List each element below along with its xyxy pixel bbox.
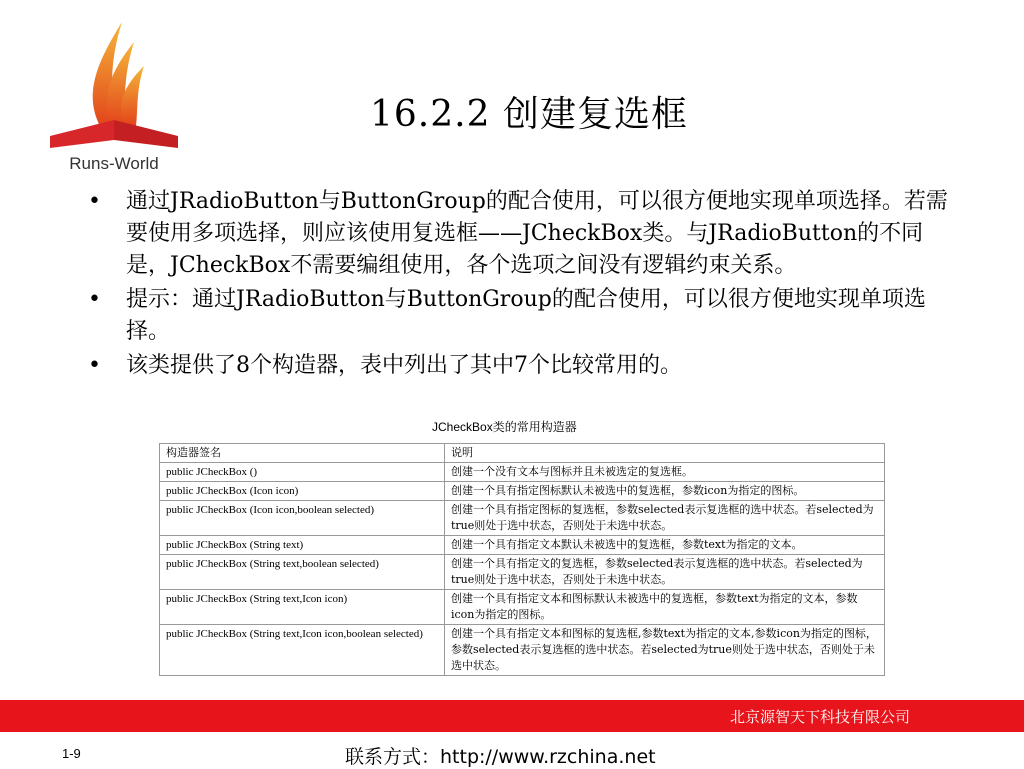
bullet-text: 提示：通过JRadioButton与ButtonGroup的配合使用，可以很方便地实现单项选择。 — [126, 287, 926, 344]
logo-text: Runs-World — [69, 154, 159, 173]
footer-bar — [0, 700, 1024, 732]
bullet-list — [88, 186, 948, 384]
bullet-text: 该类提供了8个构造器，表中列出了其中7个比较常用的。 — [126, 353, 682, 378]
contact-info: 联系方式：http://www.rzchina.net — [345, 746, 656, 768]
description-cell: 创建一个具有指定文本默认未被选中的复选框，参数text为指定的文本。 — [445, 536, 885, 555]
table-row — [160, 482, 885, 501]
table-row — [160, 463, 885, 482]
description-cell: 创建一个具有指定文的复选框，参数selected表示复选框的选中状态。若selected为true则处于选中状态，否则处于未选中状态。 — [445, 555, 885, 590]
signature-cell: public JCheckBox (String text,Icon icon) — [160, 590, 445, 625]
table-row — [160, 501, 885, 536]
description-cell: 创建一个具有指定图标的复选框，参数selected表示复选框的选中状态。若selected为true则处于选中状态，否则处于未选中状态。 — [445, 501, 885, 536]
table-row — [160, 625, 885, 676]
table-header-row — [160, 444, 885, 463]
bullet-text: 通过JRadioButton与ButtonGroup的配合使用，可以很方便地实现单项选择。若需要使用多项选择，则应该使用复选框——JCheckBox类。与JRadioButton的不同是，JCheckBox不需要编组使用，各个选项之间没有逻辑约束关系。 — [126, 189, 948, 278]
table-row — [160, 555, 885, 590]
table-caption: JCheckBox类的常用构造器 — [432, 420, 577, 434]
bullet-marker: • — [88, 353, 101, 378]
description-cell: 创建一个没有文本与图标并且未被选定的复选框。 — [445, 463, 885, 482]
bullet-item — [88, 186, 948, 282]
description-cell: 创建一个具有指定文本和图标默认未被选中的复选框，参数text为指定的文本，参数icon为指定的图标。 — [445, 590, 885, 625]
page-number: 1-9 — [62, 746, 81, 761]
description-cell: 创建一个具有指定文本和图标的复选框,参数text为指定的文本,参数icon为指定的图标，参数selected表示复选框的选中状态。若selected为true则处于选中状态，否则处于未选中状态。 — [445, 625, 885, 676]
table-header-cell: 说明 — [445, 444, 885, 463]
constructor-table — [159, 443, 885, 676]
bullet-marker: • — [88, 189, 101, 214]
signature-cell: public JCheckBox () — [160, 463, 445, 482]
signature-cell: public JCheckBox (String text,Icon icon,boolean selected) — [160, 625, 445, 676]
signature-cell: public JCheckBox (String text,boolean selected) — [160, 555, 445, 590]
table-row — [160, 590, 885, 625]
signature-cell: public JCheckBox (String text) — [160, 536, 445, 555]
signature-cell: public JCheckBox (Icon icon,boolean selected) — [160, 501, 445, 536]
bullet-item — [88, 350, 948, 382]
company-name: 北京源智天下科技有限公司 — [729, 708, 910, 726]
bullet-marker: • — [88, 287, 101, 312]
slide-title: 16.2.2 创建复选框 — [370, 94, 688, 135]
description-cell: 创建一个具有指定图标默认未被选中的复选框，参数icon为指定的图标。 — [445, 482, 885, 501]
table-row — [160, 536, 885, 555]
signature-cell: public JCheckBox (Icon icon) — [160, 482, 445, 501]
table-header-cell: 构造器签名 — [160, 444, 445, 463]
bullet-item — [88, 284, 948, 348]
runs-world-logo — [44, 14, 184, 173]
flame-book-icon — [44, 14, 184, 154]
